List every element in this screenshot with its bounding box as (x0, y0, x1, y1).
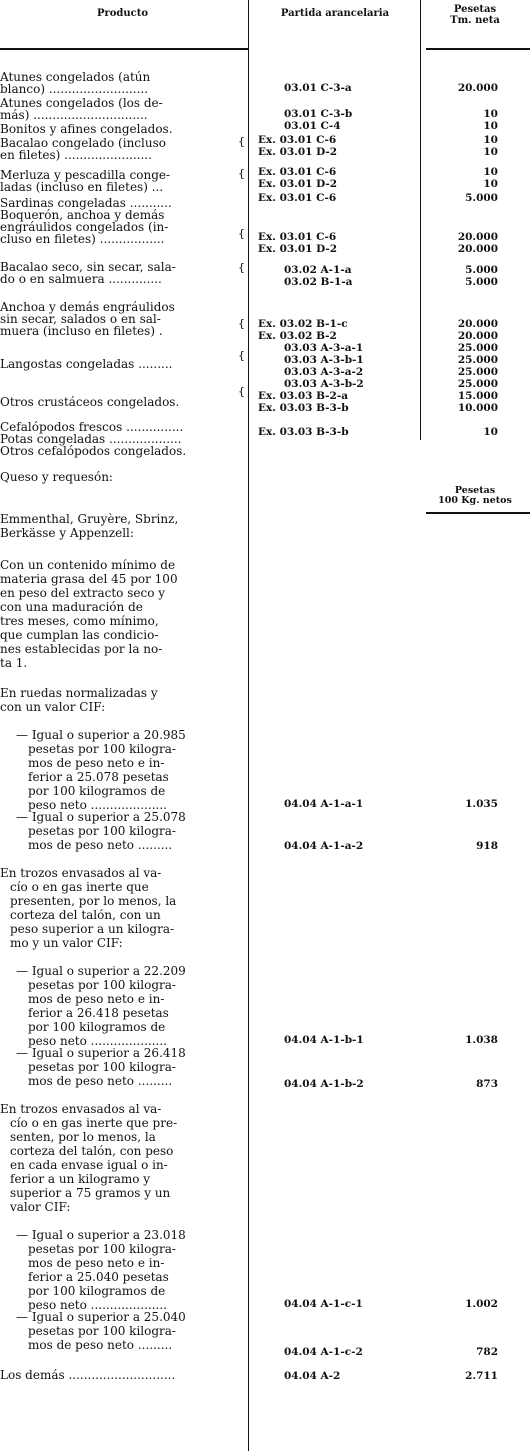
tariff-value: 10.000 (457, 402, 498, 414)
product-text-line: peso neto .................... (28, 798, 167, 812)
tariff-value: 5.000 (465, 264, 498, 276)
product-text-line: ferior a 26.418 pesetas (28, 1006, 169, 1020)
product-text-line: engráulidos congelados (in- (0, 220, 169, 234)
product-text-line: Bonitos y afines congelados. (0, 122, 173, 136)
tariff-code: Ex. 03.03 B-2-a (258, 390, 349, 402)
tariff-code: 03.03 A-3-a-1 (284, 342, 364, 354)
product-text-line: do o en salmuera .............. (0, 272, 162, 286)
tariff-value: 25.000 (457, 366, 498, 378)
tariff-code: 03.03 A-3-b-1 (284, 354, 364, 366)
product-text-line: — Igual o superior a 26.418 (16, 1046, 186, 1060)
product-text-line: ta 1. (0, 656, 28, 670)
product-text-line: cluso en filetes) ................. (0, 232, 165, 246)
tariff-code: Ex. 03.02 B-2 (258, 330, 337, 342)
header-pesetas-line2: Tm. neta (450, 15, 500, 26)
tariff-value: 10 (483, 134, 498, 146)
product-text-line: pesetas por 100 kilogra- (28, 1060, 176, 1074)
product-text-line: Atunes congelados (atún (0, 70, 151, 84)
tariff-code: Ex. 03.03 B-3-b (258, 426, 349, 438)
brace: { (238, 317, 245, 330)
product-text-line: ladas (incluso en filetes) ... (0, 180, 164, 194)
product-text-line: más) .............................. (0, 108, 148, 122)
product-text-line: corteza del talón, con un (10, 908, 161, 922)
tariff-value: 20.000 (457, 243, 498, 255)
tariff-code: 03.03 A-3-b-2 (284, 378, 364, 390)
brace: { (238, 261, 245, 274)
tariff-value: 20.000 (457, 82, 498, 94)
product-text-line: peso neto .................... (28, 1298, 167, 1312)
tariff-value: 25.000 (457, 342, 498, 354)
product-text-line: mo y un valor CIF: (10, 936, 123, 950)
product-text-line: Los demás ............................ (0, 1368, 176, 1382)
product-text-line: cío o en gas inerte que (10, 880, 149, 894)
tariff-value: 10 (483, 146, 498, 158)
product-text-line: — Igual o superior a 25.078 (16, 810, 186, 824)
product-text-line: Cefalópodos frescos ............... (0, 420, 184, 434)
product-text-line: con un valor CIF: (0, 700, 106, 714)
tariff-value: 25.000 (457, 378, 498, 390)
section2-value-header (425, 486, 525, 506)
tariff-code: 03.01 C-3-a (284, 82, 352, 94)
product-text-line: peso neto .................... (28, 1034, 167, 1048)
section2-header-line1: Pesetas (454, 485, 496, 496)
section2-header-line2: 100 Kg. netos (438, 495, 512, 506)
section2-header-rule (426, 512, 530, 514)
product-text-line: mos de peso neto ......... (28, 1074, 173, 1088)
tariff-value: 873 (476, 1078, 498, 1090)
tariff-value: 10 (483, 426, 498, 438)
product-text-line: En ruedas normalizadas y (0, 686, 158, 700)
product-text-line: pesetas por 100 kilogra- (28, 1324, 176, 1338)
tariff-code: Ex. 03.01 D-2 (258, 243, 338, 255)
tariff-code: 04.04 A-1-c-2 (284, 1346, 363, 1358)
product-text-line: corteza del talón, con peso (10, 1144, 174, 1158)
header-pesetas-line1: Pesetas (453, 4, 497, 15)
product-text-line: — Igual o superior a 22.209 (16, 964, 186, 978)
header-rule-left (0, 48, 248, 50)
product-text-line: En trozos envasados al va- (0, 866, 162, 880)
product-text-line: Atunes congelados (los de- (0, 96, 163, 110)
header-rule-right (426, 48, 530, 50)
product-text-line: Otros cefalópodos congelados. (0, 444, 187, 458)
product-text-line: por 100 kilogramos de (28, 1020, 166, 1034)
product-text-line: nes establecidas por la no- (0, 642, 163, 656)
product-text-line: Queso y requesón: (0, 470, 113, 484)
header-pesetas (420, 4, 530, 26)
product-text-line: con una maduración de (0, 600, 143, 614)
product-text-line: por 100 kilogramos de (28, 1284, 166, 1298)
tariff-value: 782 (476, 1346, 498, 1358)
tariff-code: Ex. 03.01 C-6 (258, 134, 337, 146)
brace: { (238, 385, 245, 398)
product-text-line: mos de peso neto e in- (28, 992, 165, 1006)
tariff-value: 1.038 (465, 1034, 498, 1046)
tariff-code: 04.04 A-1-b-2 (284, 1078, 364, 1090)
product-text-line: presenten, por lo menos, la (10, 894, 177, 908)
product-text-line: ferior a 25.078 pesetas (28, 770, 169, 784)
product-text-line: — Igual o superior a 20.985 (16, 728, 186, 742)
product-text-line: — Igual o superior a 23.018 (16, 1228, 186, 1242)
product-text-line: pesetas por 100 kilogra- (28, 978, 176, 992)
product-text-line: Potas congeladas ................... (0, 432, 182, 446)
tariff-code: 03.01 C-4 (284, 120, 341, 132)
product-text-line: cío o en gas inerte que pre- (10, 1116, 178, 1130)
tariff-value: 10 (483, 166, 498, 178)
tariff-value: 5.000 (465, 192, 498, 204)
tariff-code: 03.03 A-3-a-2 (284, 366, 364, 378)
product-text-line: Anchoa y demás engráulidos (0, 300, 175, 314)
tariff-value: 10 (483, 120, 498, 132)
product-text-line: Con un contenido mínimo de (0, 558, 176, 572)
product-text-line: muera (incluso en filetes) . (0, 324, 163, 338)
tariff-code: Ex. 03.01 C-6 (258, 166, 337, 178)
product-text-line: Merluza y pescadilla conge- (0, 168, 171, 182)
tariff-code: Ex. 03.03 B-3-b (258, 402, 349, 414)
tariff-value: 10 (483, 108, 498, 120)
product-text-line: Bacalao congelado (incluso (0, 136, 166, 150)
tariff-code: 04.04 A-1-a-2 (284, 840, 364, 852)
product-text-line: en cada envase igual o in- (10, 1158, 168, 1172)
tariff-code: Ex. 03.01 C-6 (258, 192, 337, 204)
product-text-line: Langostas congeladas ......... (0, 357, 173, 371)
product-text-line: mos de peso neto e in- (28, 756, 165, 770)
tariff-code: Ex. 03.02 B-1-c (258, 318, 348, 330)
brace: { (238, 167, 245, 180)
product-text-line: sin secar, salados o en sal- (0, 312, 161, 326)
product-text-line: Berkässe y Appenzell: (0, 526, 134, 540)
product-text-line: ferior a un kilogramo y (10, 1172, 151, 1186)
product-text-line: Boquerón, anchoa y demás (0, 208, 165, 222)
tariff-value: 918 (476, 840, 498, 852)
product-text-line: Otros crustáceos congelados. (0, 395, 180, 409)
brace: { (238, 349, 245, 362)
header-partida: Partida arancelaria (280, 8, 390, 19)
tariff-code: 04.04 A-1-b-1 (284, 1034, 364, 1046)
tariff-value: 5.000 (465, 276, 498, 288)
product-text-line: Sardinas congeladas ........... (0, 196, 172, 210)
product-text-line: ferior a 25.040 pesetas (28, 1270, 169, 1284)
product-text-line: superior a 75 gramos y un (10, 1186, 171, 1200)
product-text-line: blanco) .......................... (0, 82, 149, 96)
product-text-line: tres meses, como mínimo, (0, 614, 159, 628)
tariff-value: 20.000 (457, 231, 498, 243)
column-divider-1 (248, 0, 249, 1451)
tariff-value: 20.000 (457, 330, 498, 342)
product-text-line: peso superior a un kilogra- (10, 922, 175, 936)
product-text-line: mos de peso neto ......... (28, 838, 173, 852)
tariff-code: 04.04 A-1-c-1 (284, 1298, 363, 1310)
product-text-line: en filetes) ....................... (0, 148, 152, 162)
tariff-code: 03.02 A-1-a (284, 264, 352, 276)
product-text-line: senten, por lo menos, la (10, 1130, 156, 1144)
tariff-code: Ex. 03.01 C-6 (258, 231, 337, 243)
tariff-code: 03.01 C-3-b (284, 108, 353, 120)
header-producto: Producto (96, 8, 149, 19)
tariff-code: Ex. 03.01 D-2 (258, 146, 338, 158)
tariff-code: 04.04 A-1-a-1 (284, 798, 364, 810)
product-text-line: — Igual o superior a 25.040 (16, 1310, 186, 1324)
product-text-line: En trozos envasados al va- (0, 1102, 162, 1116)
product-text-line: materia grasa del 45 por 100 (0, 572, 178, 586)
product-text-line: Bacalao seco, sin secar, sala- (0, 260, 176, 274)
tariff-value: 20.000 (457, 318, 498, 330)
product-text-line: en peso del extracto seco y (0, 586, 166, 600)
tariff-value: 10 (483, 178, 498, 190)
product-text-line: por 100 kilogramos de (28, 784, 166, 798)
brace: { (238, 135, 245, 148)
product-text-line: que cumplan las condicio- (0, 628, 159, 642)
tariff-value: 25.000 (457, 354, 498, 366)
tariff-value: 15.000 (457, 390, 498, 402)
product-text-line: mos de peso neto ......... (28, 1338, 173, 1352)
brace: { (238, 227, 245, 240)
tariff-code: 03.02 B-1-a (284, 276, 353, 288)
product-text-line: mos de peso neto e in- (28, 1256, 165, 1270)
product-text-line: valor CIF: (10, 1200, 71, 1214)
product-text-line: pesetas por 100 kilogra- (28, 1242, 176, 1256)
product-text-line: Emmenthal, Gruyère, Sbrinz, (0, 512, 179, 526)
product-text-line: pesetas por 100 kilogra- (28, 742, 176, 756)
tariff-value: 1.035 (465, 798, 498, 810)
product-text-line: pesetas por 100 kilogra- (28, 824, 176, 838)
tariff-code: Ex. 03.01 D-2 (258, 178, 338, 190)
tariff-value: 1.002 (465, 1298, 498, 1310)
tariff-code: 04.04 A-2 (284, 1370, 341, 1382)
tariff-value: 2.711 (465, 1370, 498, 1382)
